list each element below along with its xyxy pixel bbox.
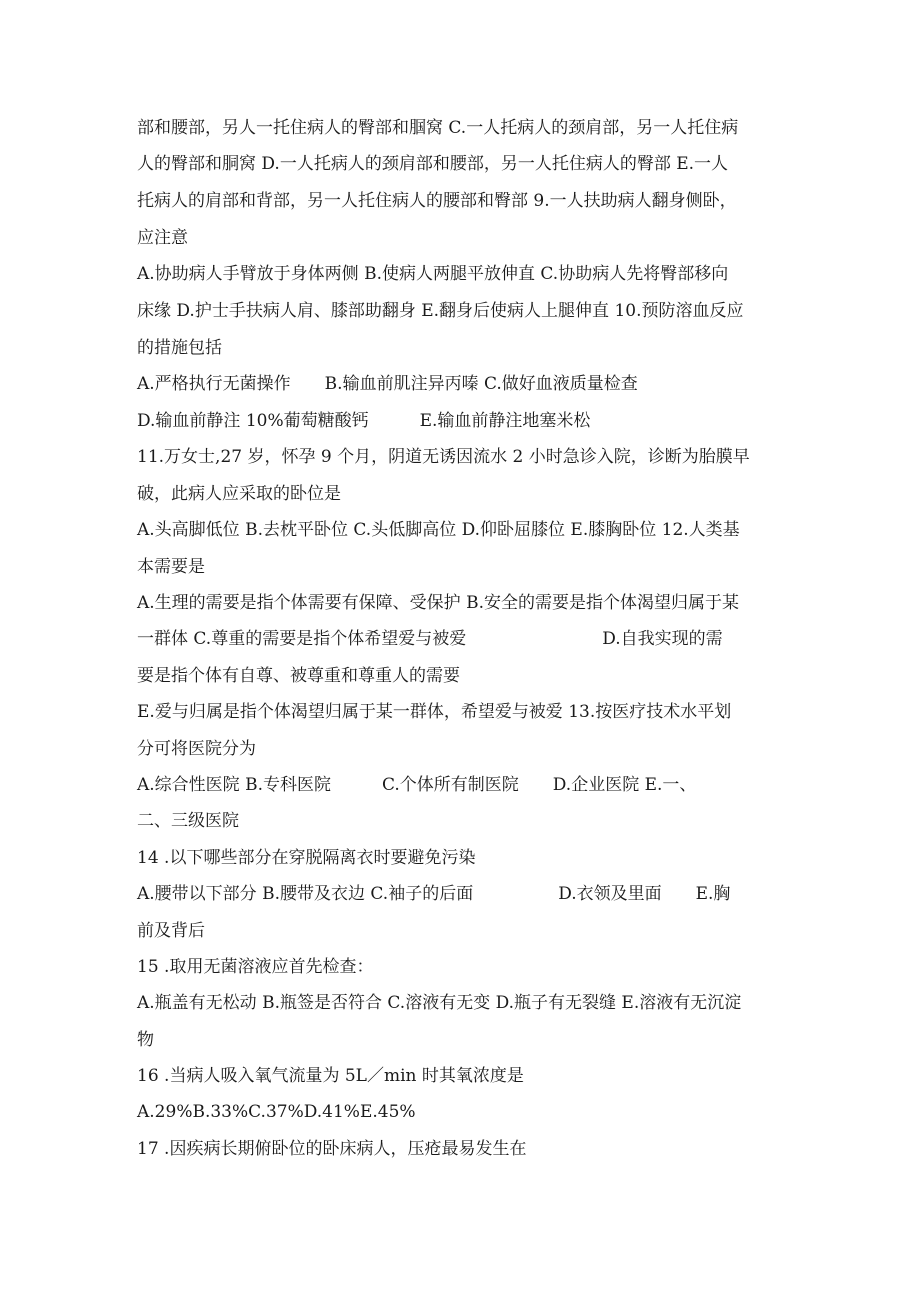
text-line: 前及背后: [137, 921, 205, 941]
text-line: 17 .因疾病长期俯卧位的卧床病人，压疮最易发生在: [137, 1139, 527, 1159]
text-line: 部和腰部，另人一托住病人的臀部和腘窝 C.一人托病人的颈肩部，另一人托住病: [137, 118, 739, 138]
text-line: D.输血前静注 10%葡萄糖酸钙 E.输血前静注地塞米松: [137, 411, 591, 431]
text-line: 破，此病人应采取的卧位是: [137, 484, 341, 504]
text-line: 分可将医院分为: [137, 739, 256, 759]
text-line: 一群体 C.尊重的需要是指个体希望爱与被爱 D.自我实现的需: [137, 629, 723, 649]
text-line: A.头高脚低位 B.去枕平卧位 C.头低脚高位 D.仰卧屈膝位 E.膝胸卧位 12.人类基: [137, 520, 740, 540]
text-line: 11.万女士,27 岁，怀孕 9 个月，阴道无诱因流水 2 小时急诊入院，诊断为胎膜早: [137, 447, 750, 467]
text-line: A.瓶盖有无松动 B.瓶签是否符合 C.溶液有无变 D.瓶子有无裂缝 E.溶液有无沉淀: [137, 993, 742, 1013]
text-line: 床缘 D.护士手扶病人肩、膝部助翻身 E.翻身后使病人上腿伸直 10.预防溶血反应: [137, 301, 744, 321]
text-line: 二、三级医院: [137, 811, 239, 831]
text-line: 16 .当病人吸入氧气流量为 5L／min 时其氧浓度是: [137, 1066, 524, 1086]
text-line: 本需要是: [137, 557, 205, 577]
text-line: A.腰带以下部分 B.腰带及衣边 C.袖子的后面 D.衣领及里面 E.胸: [137, 884, 731, 904]
text-line: A.综合性医院 B.专科医院 C.个体所有制医院 D.企业医院 E.一、: [137, 775, 697, 795]
text-line: A.29%B.33%C.37%D.41%E.45%: [137, 1102, 416, 1122]
text-line: 应注意: [137, 228, 188, 248]
text-line: E.爱与归属是指个体渴望归属于某一群体，希望爱与被爱 13.按医疗技术水平划: [137, 702, 732, 722]
text-line: 托病人的肩部和背部，另一人托住病人的腰部和臀部 9.一人扶助病人翻身侧卧，: [137, 191, 737, 211]
text-line: 物: [137, 1030, 154, 1050]
text-line: A.生理的需要是指个体需要有保障、受保护 B.安全的需要是指个体渴望归属于某: [137, 593, 739, 613]
text-line: 15 .取用无菌溶液应首先检查：: [137, 957, 374, 977]
text-line: A.协助病人手臂放于身体两侧 B.使病人两腿平放伸直 C.协助病人先将臀部移向: [137, 264, 729, 284]
text-line: 要是指个体有自尊、被尊重和尊重人的需要: [137, 666, 460, 686]
text-line: 人的臀部和胴窝 D.一人托病人的颈肩部和腰部，另一人托住病人的臀部 E.一人: [137, 154, 729, 174]
text-line: A.严格执行无菌操作 B.输血前肌注异丙嗪 C.做好血液质量检查: [137, 374, 638, 394]
text-line: 的措施包括: [137, 338, 222, 358]
text-line: 14 .以下哪些部分在穿脱隔离衣时要避免污染: [137, 848, 476, 868]
